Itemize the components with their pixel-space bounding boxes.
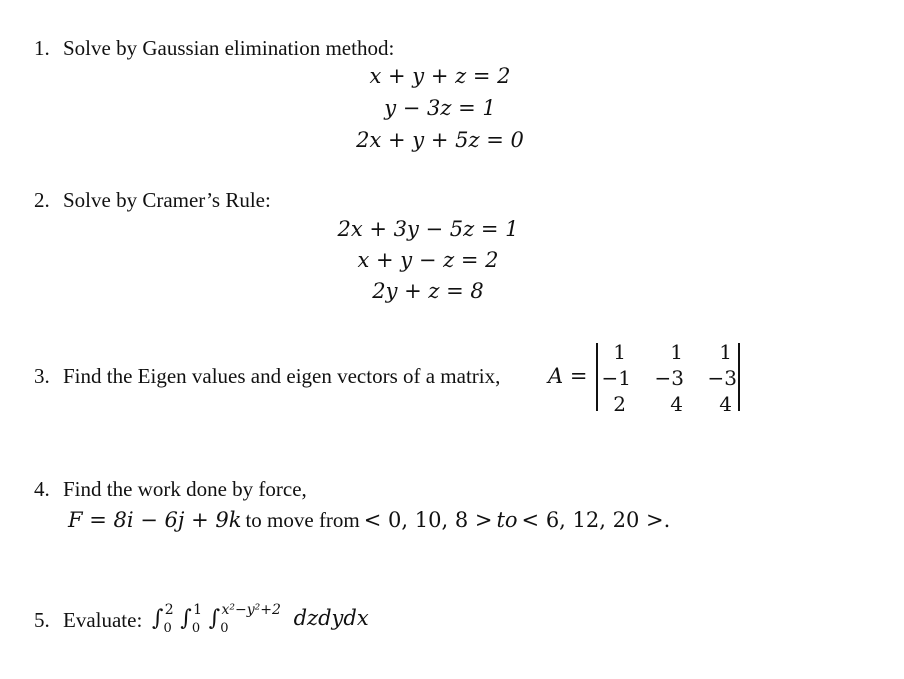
matrix-cell-r2c1: −1 xyxy=(601,366,631,390)
matrix-cell-r1c2: 1 xyxy=(670,340,683,364)
matrix-cell-r2c3: −3 xyxy=(707,366,737,390)
int2-lower: 0 xyxy=(191,621,201,636)
q2-equation-2: x + y − z = 2 xyxy=(357,248,499,272)
q1-number: 1. xyxy=(34,36,50,60)
differential: dzdydx xyxy=(293,606,369,630)
q1-equation-3: 2x + y + 5z = 0 xyxy=(356,128,524,152)
integral-sign-1: ∫ xyxy=(152,606,164,631)
triple-integral xyxy=(152,602,369,636)
to-point: < 6, 12, 20 >. xyxy=(521,508,671,532)
int1-upper: 2 xyxy=(164,602,174,618)
q4-text: Find the work done by force, xyxy=(63,477,307,501)
int2-upper: 1 xyxy=(193,602,203,618)
matrix-cell-r1c3: 1 xyxy=(719,340,732,364)
q2-equation-1: 2x + 3y − 5z = 1 xyxy=(337,217,519,241)
matrix-cell-r3c1: 2 xyxy=(613,392,626,416)
q1-equation-2: y − 3z = 1 xyxy=(384,96,496,120)
q2-number: 2. xyxy=(34,188,50,212)
to-word: to xyxy=(496,508,518,532)
q4-force-line xyxy=(68,508,670,533)
matrix-label: A = xyxy=(548,364,588,388)
q2-equation-system xyxy=(318,217,538,310)
integral-sign-3: ∫ xyxy=(208,606,221,631)
int1-lower: 0 xyxy=(163,621,172,636)
from-point: < 0, 10, 8 > xyxy=(363,508,493,532)
q2-equation-3: 2y + z = 8 xyxy=(372,279,484,303)
matrix-cell-r3c2: 4 xyxy=(670,392,683,416)
q4-number: 4. xyxy=(34,477,50,501)
q3-text: Find the Eigen values and eigen vectors of a matrix, xyxy=(63,364,501,388)
move-text: to move from xyxy=(245,508,360,532)
force-expression: F = 8i − 6j + 9k xyxy=(68,508,242,532)
q5-number: 5. xyxy=(34,608,50,632)
q5-text: Evaluate: xyxy=(63,608,143,632)
q1-text: Solve by Gaussian elimination method: xyxy=(63,36,395,60)
int3-upper: x²−y²+2 xyxy=(221,602,281,618)
matrix-cell-r3c3: 4 xyxy=(719,392,732,416)
integral-sign-2: ∫ xyxy=(180,606,192,631)
q3-number: 3. xyxy=(34,364,50,388)
int3-lower: 0 xyxy=(220,621,229,636)
q2-text: Solve by Cramer’s Rule: xyxy=(63,188,271,212)
q1-equation-system xyxy=(340,64,540,160)
matrix-cell-r2c2: −3 xyxy=(654,366,684,390)
matrix-cell-r1c1: 1 xyxy=(613,340,626,364)
q1-equation-1: x + y + z = 2 xyxy=(369,64,511,88)
matrix-right-bar xyxy=(738,343,740,411)
